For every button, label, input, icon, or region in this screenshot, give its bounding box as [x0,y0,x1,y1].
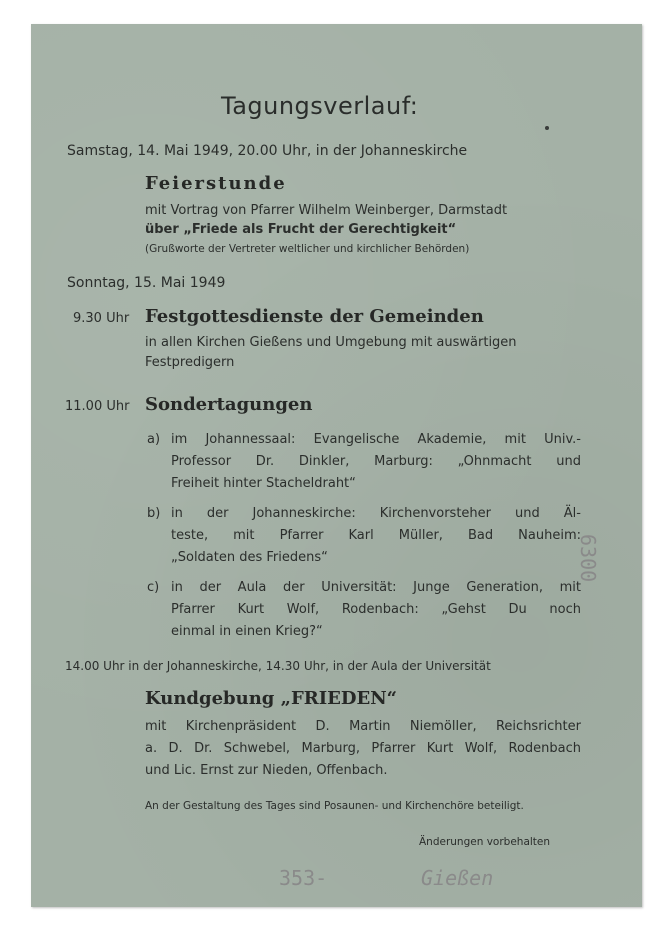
saturday-line: Samstag, 14. Mai 1949, 20.00 Uhr, in der Johanneskirche [67,143,468,159]
service-line-1: in allen Kirchen Gießens und Umgebung mit auswärtigen [145,335,517,350]
session-a-line-3: Freiheit hinter Stacheldraht“ [171,476,356,491]
rally-time-line: 14.00 Uhr in der Johanneskirche, 14.30 Uhr, in der Aula der Universität [65,659,491,673]
session-b-line-2: teste, mit Pfarrer Karl Müller, Bad Nauheim: [171,528,581,543]
session-a-marker: a) [147,432,161,447]
session-c-line-2: Pfarrer Kurt Wolf, Rodenbach: „Gehst Du noch [171,602,581,617]
sunday-line: Sonntag, 15. Mai 1949 [67,275,226,291]
handwritten-number: 353- [279,866,328,890]
session-a-line-2: Professor Dr. Dinkler, Marburg: „Ohnmacht und [171,454,581,469]
footer-note: An der Gestaltung des Tages sind Posaunen- und Kirchenchöre beteiligt. [145,800,524,812]
rally-line-2: a. D. Dr. Schwebel, Marburg, Pfarrer Kurt Wolf, Rodenbach [145,741,581,756]
feierstunde-title: Feierstunde [145,173,287,194]
rally-line-1: mit Kirchenpräsident D. Martin Niemöller, Reichsrichter [145,719,581,734]
changes-note: Änderungen vorbehalten [419,836,551,848]
session-b-marker: b) [147,506,161,521]
sessions-title: Sondertagungen [145,394,313,415]
feierstunde-line-1: mit Vortrag von Pfarrer Wilhelm Weinberger, Darmstadt [145,203,508,218]
session-c-line-1: in der Aula der Universität: Junge Generation, mit [171,580,581,595]
ink-dot [545,126,549,130]
service-line-2: Festpredigern [145,355,235,370]
session-c-marker: c) [147,580,160,595]
page-title: Tagungsverlauf: [221,92,419,120]
service-time: 9.30 Uhr [73,311,130,326]
session-a-line-1: im Johannessaal: Evangelische Akademie, mit Univ.- [171,432,581,447]
rally-line-3: und Lic. Ernst zur Nieden, Offenbach. [145,763,388,778]
feierstunde-line-2: über „Friede als Frucht der Gerechtigkeit“ [145,222,457,237]
handwritten-margin-number: 6300 [576,534,600,583]
session-b-line-1: in der Johanneskirche: Kirchenvorsteher und Äl- [171,506,581,521]
handwritten-city: Gießen [421,866,494,890]
rally-title: Kundgebung „FRIEDEN“ [145,688,398,709]
session-b-line-3: „Soldaten des Friedens“ [171,550,328,565]
program-card [31,24,642,907]
sessions-time: 11.00 Uhr [65,399,130,414]
service-title: Festgottesdienste der Gemeinden [145,306,484,327]
session-c-line-3: einmal in einen Krieg?“ [171,624,323,639]
feierstunde-note: (Grußworte der Vertreter weltlicher und kirchlicher Behörden) [145,243,470,255]
